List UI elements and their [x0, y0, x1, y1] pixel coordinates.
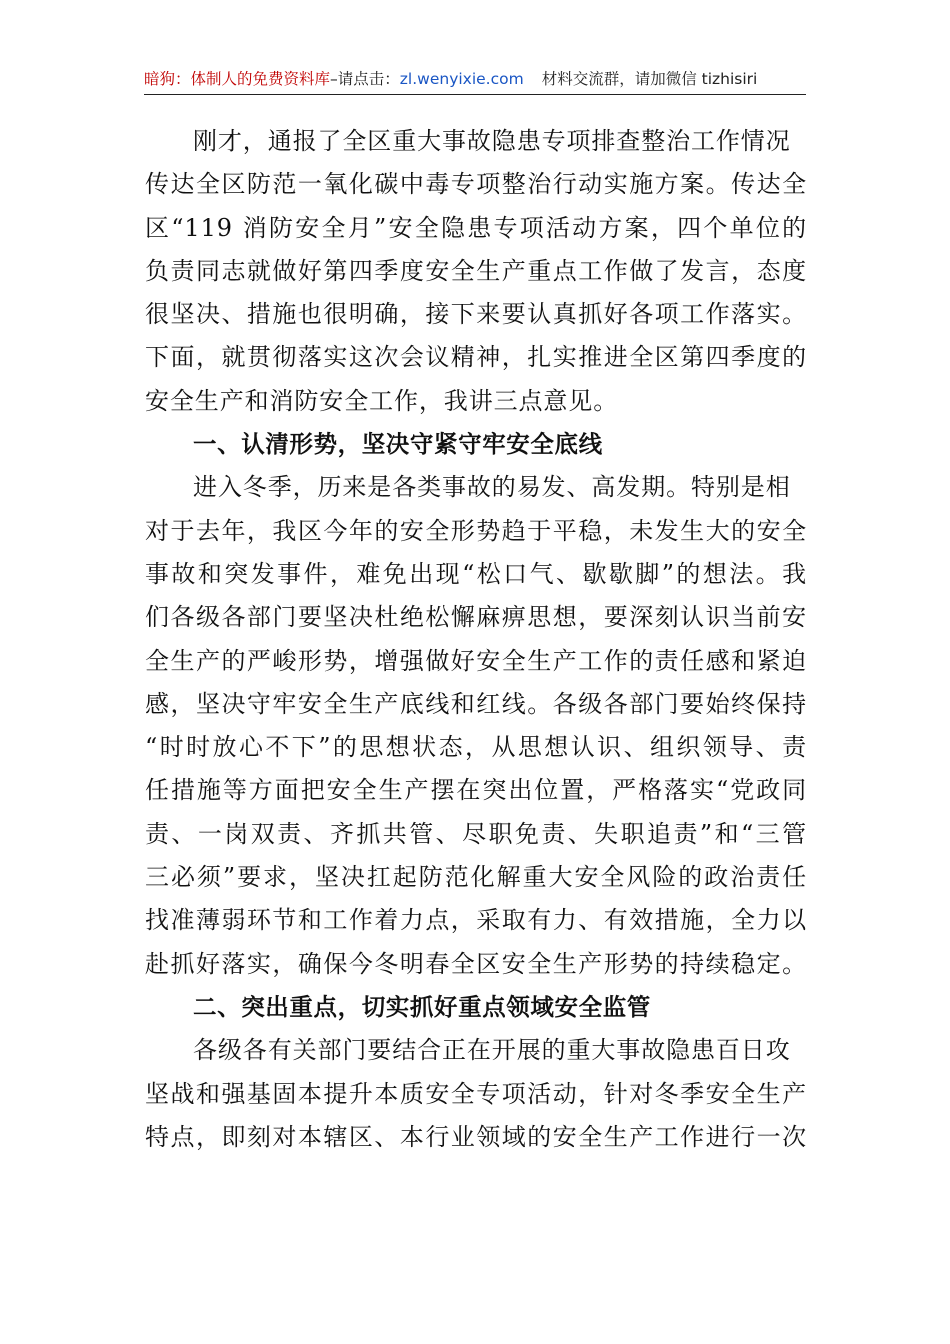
- paragraph-line: 感，坚决守牢安全生产底线和红线。各级各部门要始终保持: [145, 689, 807, 718]
- paragraph-line: 事故和突发事件，难免出现“松口气、歇歇脚”的想法。我: [145, 559, 807, 588]
- header-website-link[interactable]: zl.wenyixie.com: [399, 70, 524, 88]
- paragraph-line: 们各级各部门要坚决杜绝松懈麻痹思想，要深刻认识当前安: [145, 603, 807, 632]
- paragraph-line: 坚战和强基固本提升本质安全专项活动，针对冬季安全生产: [145, 1079, 807, 1108]
- paragraph-line: 对于去年，我区今年的安全形势趋于平稳，未发生大的安全: [145, 516, 807, 545]
- paragraph-line: 赴抓好落实，确保今冬明春全区安全生产形势的持续稳定。: [145, 949, 807, 978]
- paragraph-line: 责、一岗双责、齐抓共管、尽职免责、失职追责”和“三管: [145, 819, 807, 848]
- paragraph-line: 全生产的严峻形势，增强做好安全生产工作的责任感和紧迫: [145, 646, 807, 675]
- paragraph-line: 安全生产和消防安全工作，我讲三点意见。: [145, 386, 619, 415]
- header-wechat-note: 材料交流群，请加微信 tizhisiri: [541, 70, 758, 88]
- section-heading: 二、突出重点，切实抓好重点领域安全监管: [193, 992, 651, 1021]
- header-brand: 暗狗：体制人的免费资料库: [144, 70, 331, 88]
- paragraph-line: 三必须”要求，坚决扛起防范化解重大安全风险的政治责任: [145, 863, 807, 892]
- paragraph-line: 负责同志就做好第四季度安全生产重点工作做了发言，态度: [145, 256, 807, 285]
- page-header: [144, 64, 806, 95]
- paragraph-line: “时时放心不下”的思想状态，从思想认识、组织领导、责: [145, 733, 807, 762]
- paragraph-line: 特点，即刻对本辖区、本行业领域的安全生产工作进行一次: [145, 1122, 807, 1151]
- document-body: [145, 120, 807, 1159]
- paragraph-line: 传达全区防范一氧化碳中毒专项整治行动实施方案。传达全: [145, 170, 807, 199]
- header-click-prompt: –请点击：: [330, 70, 400, 88]
- paragraph-line: 进入冬季，历来是各类事故的易发、高发期。特别是相: [193, 473, 791, 502]
- paragraph-line: 区“119 消防安全月”安全隐患专项活动方案，四个单位的: [145, 213, 807, 242]
- paragraph-line: 刚才，通报了全区重大事故隐患专项排查整治工作情况: [193, 127, 791, 155]
- paragraph-line: 找准薄弱环节和工作着力点，采取有力、有效措施，全力以: [145, 906, 807, 935]
- paragraph-line: 很坚决、措施也很明确，接下来要认真抓好各项工作落实。: [145, 300, 807, 329]
- paragraph-line: 各级各有关部门要结合正在开展的重大事故隐患百日攻: [193, 1036, 791, 1065]
- section-heading: 一、认清形势，坚决守紧守牢安全底线: [193, 430, 603, 459]
- paragraph-line: 任措施等方面把安全生产摆在突出位置，严格落实“党政同: [145, 776, 807, 805]
- paragraph-line: 下面，就贯彻落实这次会议精神，扎实推进全区第四季度的: [145, 343, 807, 372]
